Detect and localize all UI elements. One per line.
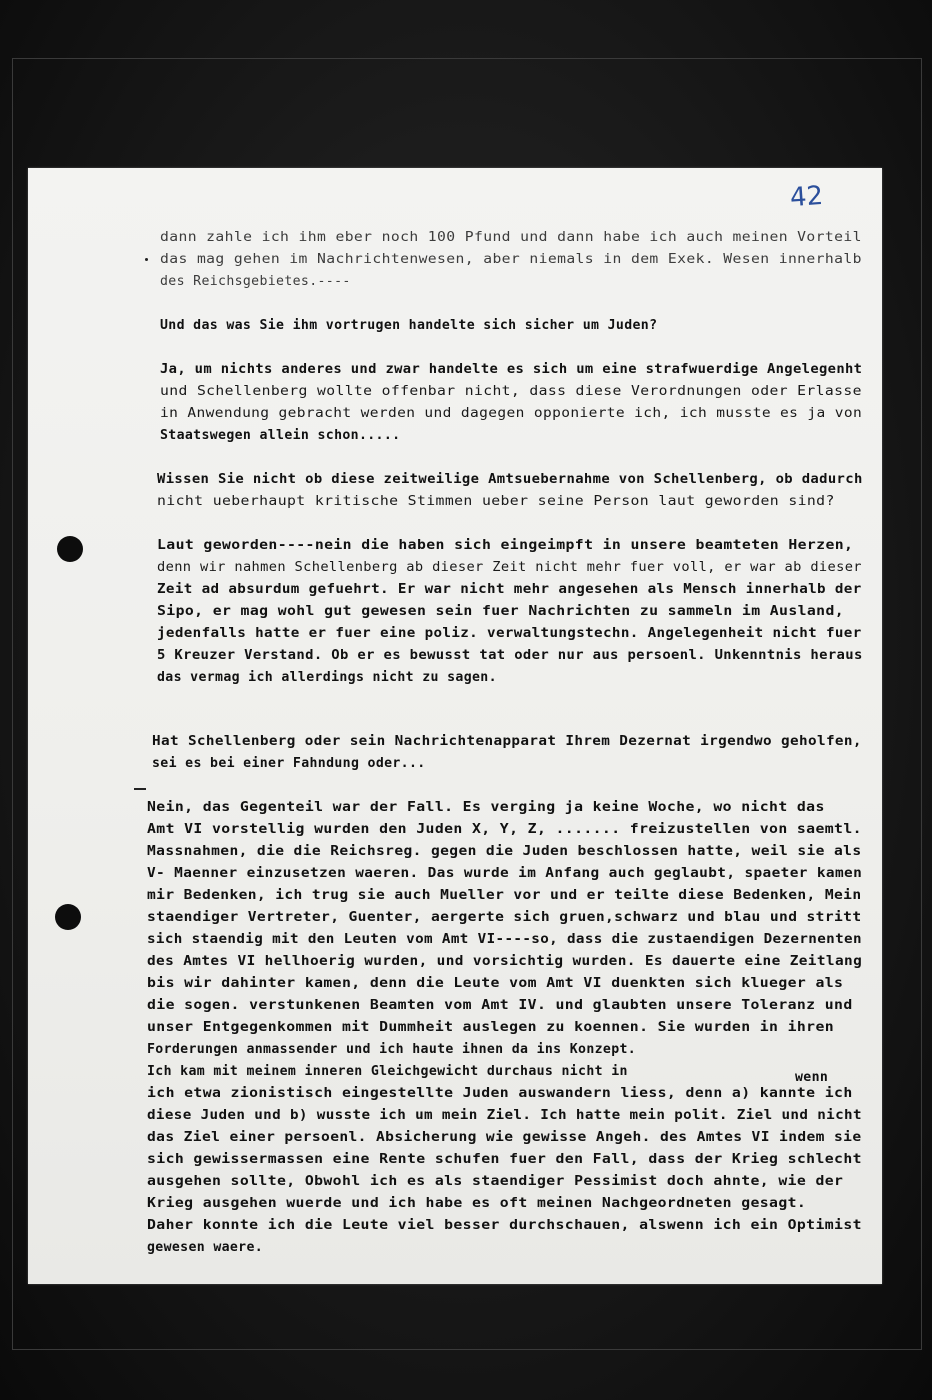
question-line: Wissen Sie nicht ob diese zeitweilige Amtsuebernahme von Schellenberg, ob dadurch: [157, 472, 863, 487]
answer-line: Laut geworden----nein die haben sich eingeimpft in unsere beamteten Herzen,: [157, 538, 854, 553]
punch-hole-bottom: [55, 904, 81, 930]
text-line: dann zahle ich ihm eber noch 100 Pfund und dann habe ich auch meinen Vorteil: [160, 230, 862, 245]
answer-line: Staatswegen allein schon.....: [160, 428, 401, 443]
answer-line: bis wir dahinter kamen, denn die Leute vom Amt VI duenkten sich klueger als: [147, 976, 844, 991]
answer-line: Krieg ausgehen wuerde und ich habe es oft meinen Nachgeordneten gesagt.: [147, 1196, 807, 1211]
answer-line: die sogen. verstunkenen Beamten vom Amt IV. und glaubten unsere Toleranz und: [147, 998, 853, 1013]
answer-line: das vermag ich allerdings nicht zu sagen.: [157, 670, 497, 685]
answer-line: ausgehen sollte, Obwohl ich es als staendiger Pessimist doch ahnte, wie der: [147, 1174, 844, 1189]
answer-line: gewesen waere.: [147, 1240, 264, 1255]
answer-line: Zeit ad absurdum gefuehrt. Er war nicht mehr angesehen als Mensch innerhalb der: [157, 582, 862, 597]
question-line: Und das was Sie ihm vortrugen handelte sich sicher um Juden?: [160, 318, 658, 333]
margin-mark: [145, 258, 148, 261]
answer-line: Forderungen anmassender und ich haute ihnen da ins Konzept.: [147, 1042, 637, 1057]
answer-line: Daher konnte ich die Leute viel besser durchschauen, alswenn ich ein Optimist: [147, 1218, 862, 1233]
answer-line: und Schellenberg wollte offenbar nicht, dass diese Verordnungen oder Erlasse: [160, 384, 862, 399]
answer-line: in Anwendung gebracht werden und dagegen opponierte ich, ich musste es ja von: [160, 406, 863, 421]
answer-line: Amt VI vorstellig wurden den Juden X, Y, Z, ....... freizustellen von saemtl.: [147, 822, 862, 837]
margin-mark: [134, 788, 146, 790]
answer-line: das Ziel einer persoenl. Absicherung wie gewisse Angeh. des Amtes VI indem sie: [147, 1130, 862, 1145]
answer-line: 5 Kreuzer Verstand. Ob er es bewusst tat oder nur aus persoenl. Unkenntnis heraus: [157, 648, 863, 663]
handwritten-page-number: 42: [788, 180, 825, 214]
question-line: Hat Schellenberg oder sein Nachrichtenapparat Ihrem Dezernat irgendwo geholfen,: [152, 734, 862, 749]
answer-line: mir Bedenken, ich trug sie auch Mueller vor und er teilte diese Bedenken, Mein: [147, 888, 862, 903]
answer-line: staendiger Vertreter, Guenter, aergerte sich gruen,schwarz und blau und stritt: [147, 910, 862, 925]
answer-line: des Amtes VI hellhoerig wurden, und vorsichtig wurden. Es dauerte eine Zeitlang: [147, 954, 863, 969]
answer-line: V- Maenner einzusetzen waeren. Das wurde im Anfang auch geglaubt, spaeter kamen: [147, 866, 863, 881]
answer-line: diese Juden und b) wusste ich um mein Ziel. Ich hatte mein polit. Ziel und nicht: [147, 1108, 862, 1123]
answer-line: sich gewissermassen eine Rente schufen fuer den Fall, dass der Krieg schlecht: [147, 1152, 862, 1167]
answer-line: unser Entgegenkommen mit Dummheit auslegen zu koennen. Sie wurden in ihren: [147, 1020, 835, 1035]
question-line: sei es bei einer Fahndung oder...: [152, 756, 426, 771]
answer-line: Ich kam mit meinem inneren Gleichgewicht durchaus nicht in: [147, 1064, 628, 1079]
question-line: nicht ueberhaupt kritische Stimmen ueber seine Person laut geworden sind?: [157, 494, 835, 509]
answer-line: Sipo, er mag wohl gut gewesen sein fuer Nachrichten zu sammeln im Ausland,: [157, 604, 845, 619]
answer-line: sich staendig mit den Leuten vom Amt VI----so, dass die zustaendigen Dezernenten: [147, 932, 862, 947]
answer-line: denn wir nahmen Schellenberg ab dieser Zeit nicht mehr fuer voll, er war ab dieser: [157, 560, 862, 575]
answer-line: Massnahmen, die die Reichsreg. gegen die Juden beschlossen hatte, weil sie als: [147, 844, 862, 859]
text-line: das mag gehen im Nachrichtenwesen, aber niemals in dem Exek. Wesen innerhalb: [160, 252, 862, 267]
answer-line: Nein, das Gegenteil war der Fall. Es verging ja keine Woche, wo nicht das: [147, 800, 825, 815]
answer-line: ich etwa zionistisch eingestellte Juden auswandern liess, denn a) kannte ich: [147, 1086, 853, 1101]
answer-line: Ja, um nichts anderes und zwar handelte es sich um eine strafwuerdige Angelegenht: [160, 362, 863, 377]
text-line: des Reichsgebietes.----: [160, 274, 351, 289]
answer-line-fragment: wenn: [795, 1070, 829, 1085]
punch-hole-top: [57, 536, 83, 562]
answer-line: jedenfalls hatte er fuer eine poliz. verwaltungstechn. Angelegenheit nicht fuer: [157, 626, 862, 641]
